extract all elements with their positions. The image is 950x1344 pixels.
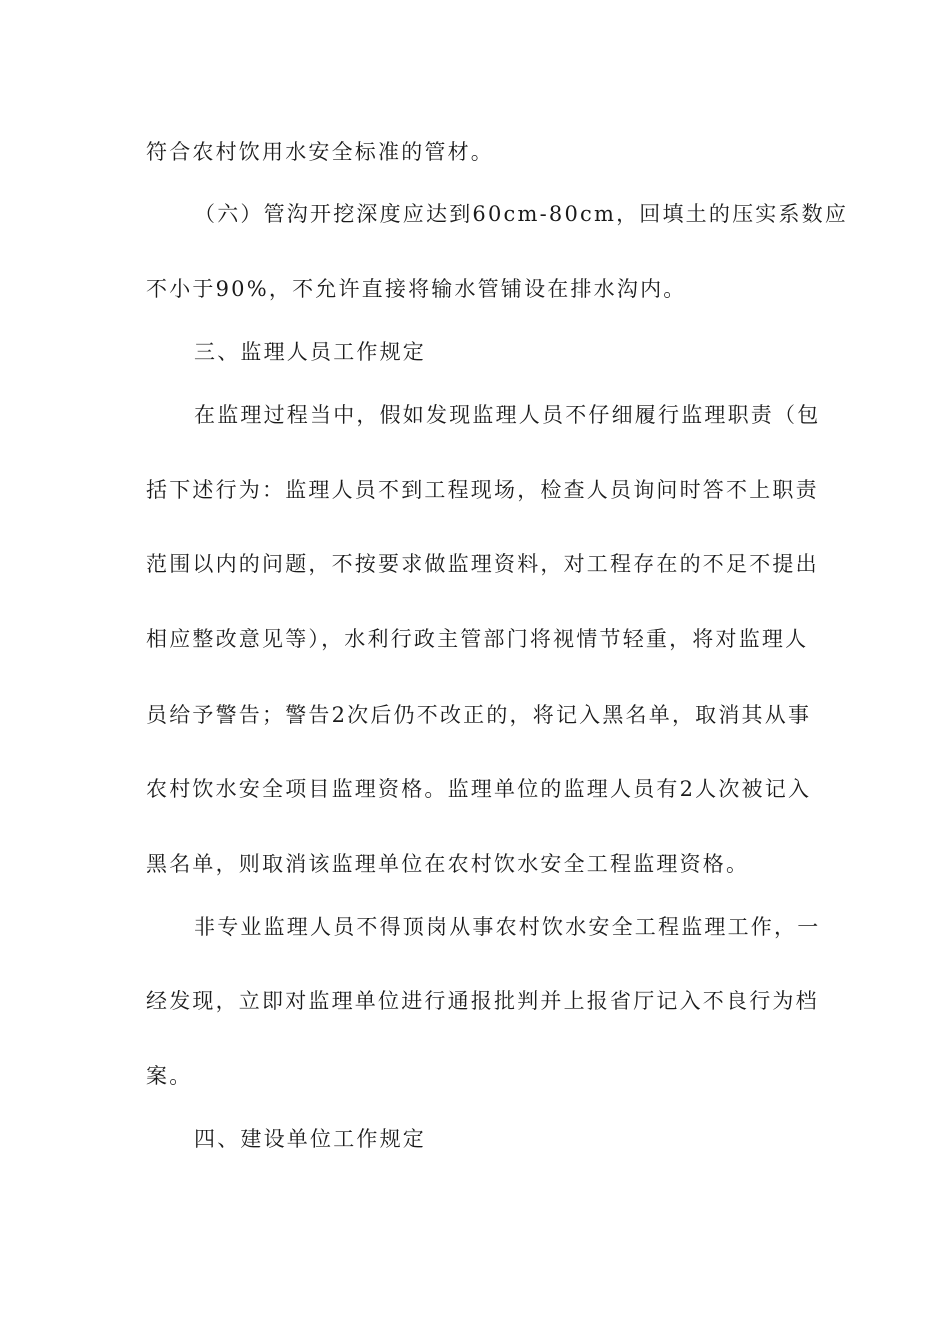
text-line: 括下述行为：监理人员不到工程现场，检查人员询问时答不上职责 — [146, 478, 819, 502]
text-line: （六）管沟开挖深度应达到60cm-80cm，回填土的压实系数应 — [194, 202, 849, 226]
text-line: 非专业监理人员不得顶岗从事农村饮水安全工程监理工作，一 — [194, 915, 821, 939]
text-line: 符合农村饮用水安全标准的管材。 — [146, 140, 494, 164]
text-line: 农村饮水安全项目监理资格。监理单位的监理人员有2人次被记入 — [146, 777, 812, 801]
section-heading: 四、建设单位工作规定 — [194, 1127, 426, 1151]
text-line: 案。 — [146, 1064, 193, 1088]
text-line: 范围以内的问题，不按要求做监理资料，对工程存在的不足不提出 — [146, 552, 819, 576]
text-line: 不小于90%，不允许直接将输水管铺设在排水沟内。 — [146, 277, 687, 301]
text-line: 经发现，立即对监理单位进行通报批判并上报省厅记入不良行为档 — [146, 989, 819, 1013]
text-line: 在监理过程当中，假如发现监理人员不仔细履行监理职责（包 — [194, 403, 821, 427]
text-line: 员给予警告；警告2次后仍不改正的，将记入黑名单，取消其从事 — [146, 703, 812, 727]
text-line: 相应整改意见等），水利行政主管部门将视情节轻重，将对监理人 — [146, 627, 809, 651]
text-line: 黑名单，则取消该监理单位在农村饮水安全工程监理资格。 — [146, 852, 750, 876]
section-heading: 三、监理人员工作规定 — [194, 340, 426, 364]
